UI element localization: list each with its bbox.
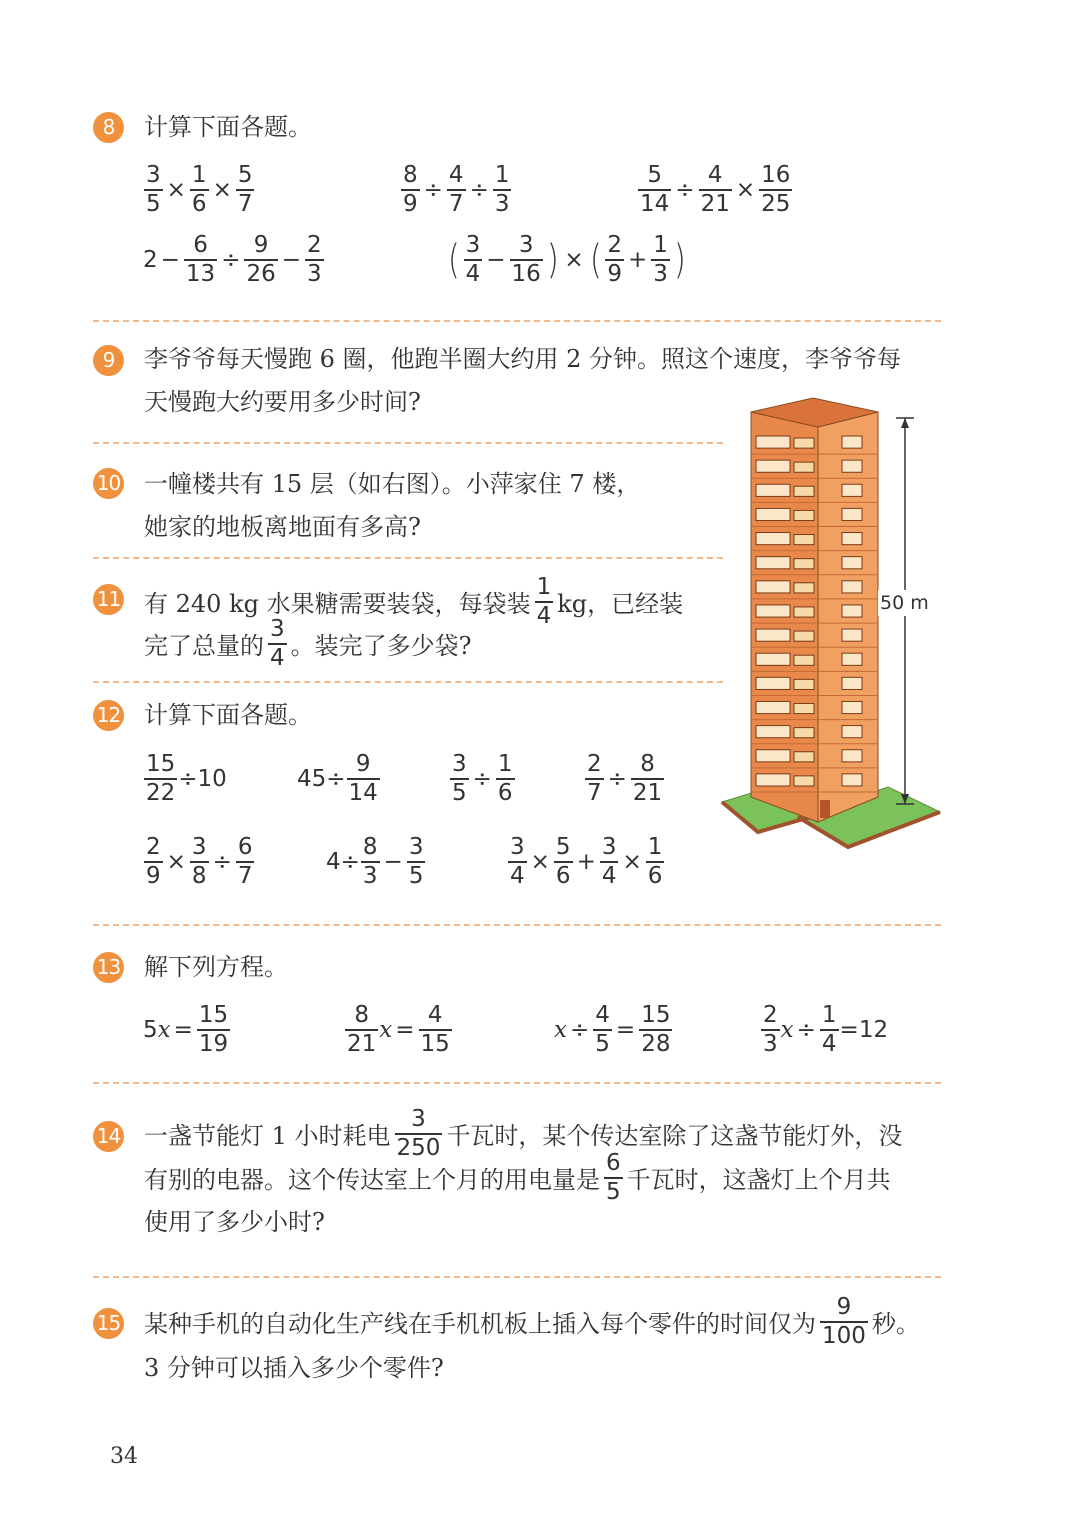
question-text: 计算下面各题。 — [144, 701, 312, 729]
expression: $\frac{2}{7}$ ÷ $\frac{8}{21}$ — [587, 751, 663, 806]
question-number-badge: 15 — [93, 1308, 124, 1339]
window — [842, 484, 862, 496]
expression: $\frac{3}{5}$ ÷ $\frac{1}{6}$ — [452, 751, 513, 806]
balcony — [794, 776, 814, 786]
window — [842, 701, 862, 713]
window — [842, 460, 862, 472]
window — [756, 557, 790, 569]
window — [756, 701, 790, 713]
expression: 45÷ $\frac{9}{14}$ — [297, 751, 378, 806]
height-label: 50 m — [880, 592, 929, 614]
window — [756, 726, 790, 738]
question-number-badge: 14 — [93, 1121, 124, 1152]
window — [756, 774, 790, 786]
balcony — [794, 679, 814, 689]
balcony — [794, 752, 814, 762]
window — [842, 605, 862, 617]
question-text: 某种手机的自动化生产线在手机机板上插入每个零件的时间仅为 9 100 秒。 — [144, 1294, 920, 1349]
balcony — [794, 462, 814, 472]
window — [842, 774, 862, 786]
fraction: 1 4 — [536, 574, 552, 629]
equation: 2 3 x ÷ $\frac{1}{4}$ =12 — [763, 1002, 889, 1057]
divider — [93, 557, 723, 559]
question-number-badge: 13 — [93, 952, 124, 983]
question-text: 计算下面各题。 — [144, 113, 312, 141]
window — [842, 436, 862, 448]
window — [756, 508, 790, 520]
balcony — [794, 655, 814, 665]
balcony — [794, 438, 814, 448]
divider — [93, 1276, 941, 1278]
question-text: 李爷爷每天慢跑 6 圈，他跑半圈大约用 2 分钟。照这个速度，李爷爷每 — [144, 345, 902, 373]
expression: 4÷ $\frac{8}{3}$ − $\frac{3}{5}$ — [326, 834, 424, 889]
fraction: 3 4 — [270, 616, 285, 671]
fraction: 3 250 — [396, 1106, 441, 1161]
fraction: 6 5 — [606, 1150, 621, 1205]
window — [842, 653, 862, 665]
divider — [93, 1082, 941, 1084]
question-text: 天慢跑大约要用多少时间? — [144, 388, 421, 416]
equation: 8 21 x = $\frac{4}{15}$ — [347, 1002, 450, 1057]
question-number-badge: 12 — [93, 700, 124, 731]
expression: $\frac{8}{9}$ ÷ $\frac{4}{7}$ ÷ $\frac{1}{3}$ — [403, 162, 510, 217]
question-text: 使用了多少小时? — [144, 1208, 325, 1236]
expression: ( 3 4 − $\frac{3}{16}$ ) × ( 2 9 + $\frac{1}{3}$ ) — [447, 232, 686, 287]
balcony — [794, 486, 814, 496]
expression: 2 − $\frac{6}{13}$ ÷ $\frac{9}{26}$ − $\frac{2}{3}$ — [143, 232, 322, 287]
window — [842, 508, 862, 520]
question-number-badge: 8 — [93, 112, 124, 143]
question-text: 有别的电器。这个传达室上个月的用电量是 6 5 千瓦时，这盏灯上个月共 — [144, 1150, 891, 1205]
balcony — [794, 631, 814, 641]
question-text: 一盏节能灯 1 小时耗电 3 250 千瓦时，某个传达室除了这盏节能灯外，没 — [144, 1106, 903, 1161]
window — [756, 436, 790, 448]
question-number-badge: 11 — [93, 584, 124, 615]
fraction: 9 100 — [822, 1294, 866, 1349]
expression: $\frac{15}{22}$ ÷10 — [146, 751, 227, 806]
window — [756, 750, 790, 762]
balcony — [794, 728, 814, 738]
divider — [93, 442, 723, 444]
balcony — [794, 607, 814, 617]
window — [756, 533, 790, 545]
window — [756, 677, 790, 689]
question-text: 她家的地板离地面有多高? — [144, 513, 421, 541]
question-text: 完了总量的 3 4 。装完了多少袋? — [144, 616, 472, 671]
question-number-badge: 10 — [93, 468, 124, 499]
question-text: 解下列方程。 — [144, 953, 288, 981]
window — [842, 581, 862, 593]
balcony — [794, 510, 814, 520]
equation: x ÷ $\frac{4}{5}$ = $\frac{15}{28}$ — [554, 1002, 671, 1057]
window — [842, 557, 862, 569]
divider — [93, 924, 941, 926]
balcony — [794, 559, 814, 569]
building-illustration — [718, 392, 946, 867]
window — [842, 750, 862, 762]
expression: $\frac{3}{5}$ × $\frac{1}{6}$ × $\frac{5}{7}$ — [146, 162, 253, 217]
window — [842, 677, 862, 689]
window — [756, 484, 790, 496]
question-number-badge: 9 — [93, 345, 124, 376]
divider — [93, 320, 941, 322]
balcony — [794, 703, 814, 713]
window — [756, 460, 790, 472]
question-text: 一幢楼共有 15 层（如右图）。小萍家住 7 楼， — [144, 470, 641, 498]
window — [756, 653, 790, 665]
question-text: 有 240 kg 水果糖需要装袋，每袋装 1 4 kg，已经装 — [144, 574, 684, 629]
expression: $\frac{3}{4}$ × $\frac{5}{6}$ + $\frac{3}{4}$ × $\frac{1}{6}$ — [510, 834, 663, 889]
window — [842, 629, 862, 641]
divider — [93, 681, 723, 683]
equation: 5 x = $\frac{15}{19}$ — [143, 1002, 229, 1057]
expression: $\frac{2}{9}$ × $\frac{3}{8}$ ÷ $\frac{6}{7}$ — [146, 834, 253, 889]
window — [756, 581, 790, 593]
balcony — [794, 535, 814, 545]
balcony — [794, 583, 814, 593]
window — [756, 605, 790, 617]
expression: $\frac{5}{14}$ ÷ $\frac{4}{21}$ × $\frac{16}{25}$ — [640, 162, 791, 217]
window — [842, 726, 862, 738]
page-number: 34 — [110, 1444, 138, 1469]
window — [756, 629, 790, 641]
question-text: 3 分钟可以插入多少个零件? — [144, 1354, 444, 1382]
window — [842, 533, 862, 545]
